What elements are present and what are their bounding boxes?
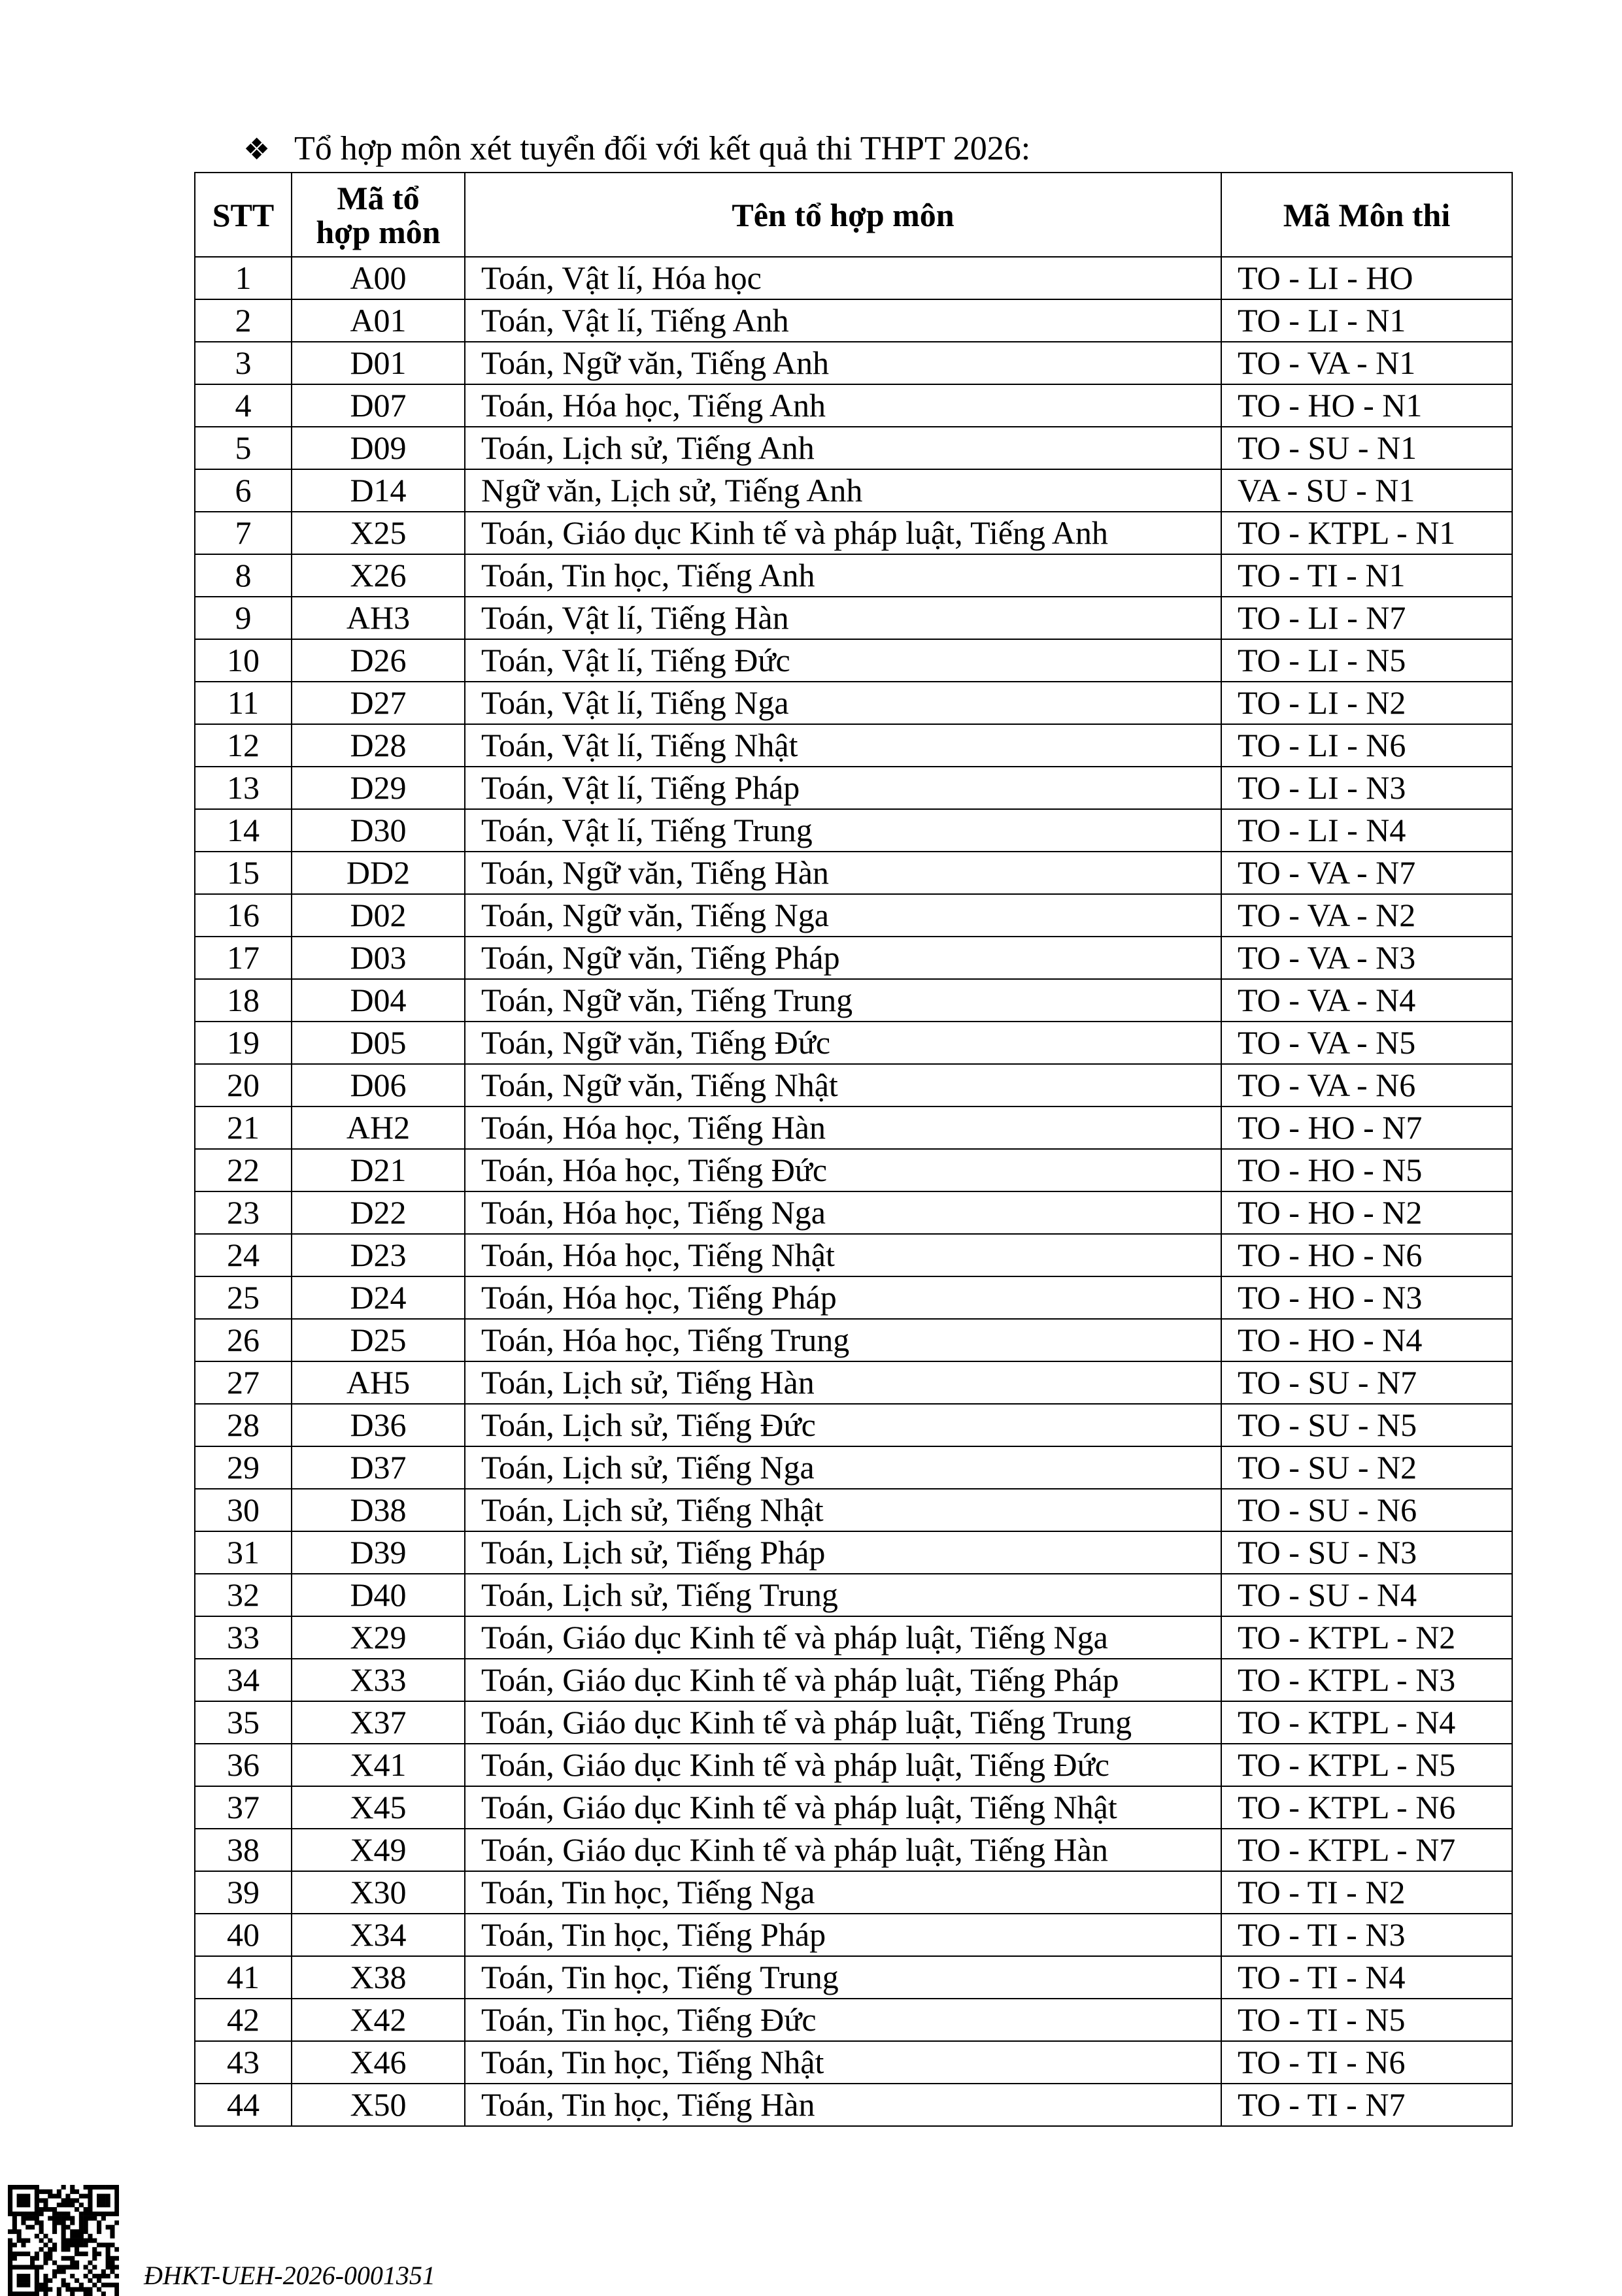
cell-exam-code: TO - TI - N7 xyxy=(1221,2084,1512,2126)
cell-combination-name: Toán, Tin học, Tiếng Pháp xyxy=(465,1914,1221,1956)
cell-stt: 34 xyxy=(195,1659,292,1701)
table-row xyxy=(195,1701,1512,1744)
cell-combination-name: Toán, Tin học, Tiếng Nhật xyxy=(465,2041,1221,2084)
cell-combination-name: Toán, Giáo dục Kinh tế và pháp luật, Tiếng Pháp xyxy=(465,1659,1221,1701)
cell-exam-code: TO - HO - N4 xyxy=(1221,1319,1512,1361)
cell-stt: 7 xyxy=(195,512,292,554)
header-exam-code: Mã Môn thi xyxy=(1221,173,1512,257)
table-row xyxy=(195,1276,1512,1319)
cell-combination-name: Toán, Lịch sử, Tiếng Pháp xyxy=(465,1531,1221,1574)
cell-stt: 9 xyxy=(195,597,292,639)
cell-stt: 31 xyxy=(195,1531,292,1574)
cell-stt: 41 xyxy=(195,1956,292,1999)
cell-combination-name: Toán, Lịch sử, Tiếng Nga xyxy=(465,1446,1221,1489)
table-row xyxy=(195,2084,1512,2126)
cell-stt: 12 xyxy=(195,724,292,767)
table-row xyxy=(195,1234,1512,1276)
table-row xyxy=(195,2041,1512,2084)
cell-combination-name: Toán, Giáo dục Kinh tế và pháp luật, Tiếng Anh xyxy=(465,512,1221,554)
cell-combination-code: X37 xyxy=(292,1701,465,1744)
cell-stt: 11 xyxy=(195,682,292,724)
cell-combination-code: X29 xyxy=(292,1616,465,1659)
cell-combination-name: Ngữ văn, Lịch sử, Tiếng Anh xyxy=(465,469,1221,512)
heading-text: Tổ hợp môn xét tuyển đối với kết quả thi THPT 2026: xyxy=(294,130,1031,167)
table-row xyxy=(195,1531,1512,1574)
cell-combination-name: Toán, Ngữ văn, Tiếng Trung xyxy=(465,979,1221,1022)
cell-stt: 35 xyxy=(195,1701,292,1744)
table-row xyxy=(195,1829,1512,1871)
cell-stt: 10 xyxy=(195,639,292,682)
cell-combination-code: A00 xyxy=(292,257,465,299)
cell-exam-code: TO - KTPL - N6 xyxy=(1221,1786,1512,1829)
cell-exam-code: TO - VA - N1 xyxy=(1221,342,1512,384)
cell-exam-code: TO - LI - HO xyxy=(1221,257,1512,299)
cell-exam-code: TO - HO - N2 xyxy=(1221,1191,1512,1234)
cell-combination-code: A01 xyxy=(292,299,465,342)
cell-combination-code: D23 xyxy=(292,1234,465,1276)
cell-combination-name: Toán, Vật lí, Tiếng Anh xyxy=(465,299,1221,342)
cell-exam-code: TO - LI - N7 xyxy=(1221,597,1512,639)
cell-combination-code: X49 xyxy=(292,1829,465,1871)
cell-stt: 21 xyxy=(195,1106,292,1149)
cell-combination-name: Toán, Hóa học, Tiếng Nhật xyxy=(465,1234,1221,1276)
cell-combination-name: Toán, Hóa học, Tiếng Pháp xyxy=(465,1276,1221,1319)
cell-stt: 22 xyxy=(195,1149,292,1191)
cell-stt: 4 xyxy=(195,384,292,427)
cell-combination-name: Toán, Hóa học, Tiếng Anh xyxy=(465,384,1221,427)
cell-combination-code: X33 xyxy=(292,1659,465,1701)
cell-combination-code: D22 xyxy=(292,1191,465,1234)
cell-combination-code: D27 xyxy=(292,682,465,724)
cell-exam-code: TO - HO - N7 xyxy=(1221,1106,1512,1149)
cell-exam-code: TO - TI - N4 xyxy=(1221,1956,1512,1999)
cell-stt: 15 xyxy=(195,852,292,894)
cell-stt: 6 xyxy=(195,469,292,512)
cell-exam-code: TO - TI - N6 xyxy=(1221,2041,1512,2084)
cell-exam-code: TO - KTPL - N4 xyxy=(1221,1701,1512,1744)
cell-combination-code: D14 xyxy=(292,469,465,512)
cell-exam-code: TO - VA - N5 xyxy=(1221,1022,1512,1064)
cell-combination-name: Toán, Hóa học, Tiếng Hàn xyxy=(465,1106,1221,1149)
cell-combination-code: X38 xyxy=(292,1956,465,1999)
table-row xyxy=(195,597,1512,639)
table-row xyxy=(195,767,1512,809)
header-code-line2: hợp môn xyxy=(316,213,441,250)
cell-exam-code: TO - VA - N7 xyxy=(1221,852,1512,894)
cell-stt: 37 xyxy=(195,1786,292,1829)
table-row xyxy=(195,639,1512,682)
cell-combination-name: Toán, Lịch sử, Tiếng Anh xyxy=(465,427,1221,469)
cell-combination-name: Toán, Tin học, Tiếng Nga xyxy=(465,1871,1221,1914)
cell-combination-name: Toán, Giáo dục Kinh tế và pháp luật, Tiếng Hàn xyxy=(465,1829,1221,1871)
cell-stt: 26 xyxy=(195,1319,292,1361)
table-row xyxy=(195,682,1512,724)
cell-combination-code: D07 xyxy=(292,384,465,427)
cell-combination-code: D29 xyxy=(292,767,465,809)
cell-combination-name: Toán, Ngữ văn, Tiếng Nga xyxy=(465,894,1221,937)
table-row xyxy=(195,1956,1512,1999)
cell-combination-code: D03 xyxy=(292,937,465,979)
cell-combination-name: Toán, Vật lí, Tiếng Trung xyxy=(465,809,1221,852)
header-stt: STT xyxy=(195,173,292,257)
cell-exam-code: TO - SU - N4 xyxy=(1221,1574,1512,1616)
cell-exam-code: TO - SU - N6 xyxy=(1221,1489,1512,1531)
table-row xyxy=(195,299,1512,342)
cell-exam-code: TO - SU - N7 xyxy=(1221,1361,1512,1404)
table-row xyxy=(195,554,1512,597)
cell-combination-name: Toán, Lịch sử, Tiếng Hàn xyxy=(465,1361,1221,1404)
cell-combination-code: D28 xyxy=(292,724,465,767)
cell-combination-name: Toán, Vật lí, Tiếng Hàn xyxy=(465,597,1221,639)
table-row xyxy=(195,1871,1512,1914)
cell-stt: 25 xyxy=(195,1276,292,1319)
cell-stt: 16 xyxy=(195,894,292,937)
cell-combination-name: Toán, Lịch sử, Tiếng Đức xyxy=(465,1404,1221,1446)
cell-stt: 43 xyxy=(195,2041,292,2084)
cell-combination-code: D05 xyxy=(292,1022,465,1064)
cell-exam-code: TO - KTPL - N5 xyxy=(1221,1744,1512,1786)
table-row xyxy=(195,1616,1512,1659)
cell-combination-name: Toán, Lịch sử, Tiếng Nhật xyxy=(465,1489,1221,1531)
table-row xyxy=(195,724,1512,767)
cell-combination-code: X41 xyxy=(292,1744,465,1786)
cell-combination-code: X50 xyxy=(292,2084,465,2126)
cell-combination-code: D06 xyxy=(292,1064,465,1106)
header-combination-name: Tên tổ hợp môn xyxy=(465,173,1221,257)
cell-exam-code: TO - TI - N5 xyxy=(1221,1999,1512,2041)
cell-combination-code: X34 xyxy=(292,1914,465,1956)
cell-stt: 44 xyxy=(195,2084,292,2126)
table-row xyxy=(195,1149,1512,1191)
table-header-row xyxy=(195,173,1512,257)
cell-exam-code: TO - HO - N5 xyxy=(1221,1149,1512,1191)
cell-combination-name: Toán, Vật lí, Tiếng Nhật xyxy=(465,724,1221,767)
cell-stt: 20 xyxy=(195,1064,292,1106)
cell-exam-code: TO - SU - N3 xyxy=(1221,1531,1512,1574)
cell-exam-code: TO - TI - N1 xyxy=(1221,554,1512,597)
cell-combination-name: Toán, Tin học, Tiếng Đức xyxy=(465,1999,1221,2041)
cell-exam-code: TO - SU - N5 xyxy=(1221,1404,1512,1446)
cell-exam-code: TO - LI - N5 xyxy=(1221,639,1512,682)
table-row xyxy=(195,1914,1512,1956)
table-body xyxy=(195,257,1512,2126)
cell-stt: 13 xyxy=(195,767,292,809)
table-row xyxy=(195,1064,1512,1106)
cell-exam-code: TO - HO - N3 xyxy=(1221,1276,1512,1319)
cell-combination-name: Toán, Vật lí, Tiếng Nga xyxy=(465,682,1221,724)
qr-code-icon xyxy=(8,2185,119,2296)
cell-exam-code: TO - VA - N3 xyxy=(1221,937,1512,979)
table-row xyxy=(195,512,1512,554)
cell-stt: 33 xyxy=(195,1616,292,1659)
cell-combination-code: X30 xyxy=(292,1871,465,1914)
cell-combination-code: AH3 xyxy=(292,597,465,639)
table-row xyxy=(195,257,1512,299)
cell-combination-code: D01 xyxy=(292,342,465,384)
table-row xyxy=(195,469,1512,512)
table-row xyxy=(195,894,1512,937)
cell-combination-code: X25 xyxy=(292,512,465,554)
table-row xyxy=(195,1022,1512,1064)
cell-combination-code: D37 xyxy=(292,1446,465,1489)
cell-stt: 8 xyxy=(195,554,292,597)
table-row xyxy=(195,1489,1512,1531)
table-row xyxy=(195,1106,1512,1149)
table-row xyxy=(195,1319,1512,1361)
cell-combination-code: X45 xyxy=(292,1786,465,1829)
cell-combination-name: Toán, Tin học, Tiếng Anh xyxy=(465,554,1221,597)
section-heading xyxy=(243,128,1030,171)
cell-combination-name: Toán, Hóa học, Tiếng Đức xyxy=(465,1149,1221,1191)
table-row xyxy=(195,937,1512,979)
cell-exam-code: TO - LI - N6 xyxy=(1221,724,1512,767)
cell-stt: 23 xyxy=(195,1191,292,1234)
cell-combination-name: Toán, Ngữ văn, Tiếng Hàn xyxy=(465,852,1221,894)
cell-exam-code: TO - KTPL - N3 xyxy=(1221,1659,1512,1701)
cell-combination-name: Toán, Giáo dục Kinh tế và pháp luật, Tiếng Nhật xyxy=(465,1786,1221,1829)
cell-stt: 24 xyxy=(195,1234,292,1276)
cell-combination-name: Toán, Giáo dục Kinh tế và pháp luật, Tiếng Đức xyxy=(465,1744,1221,1786)
cell-combination-name: Toán, Ngữ văn, Tiếng Đức xyxy=(465,1022,1221,1064)
document-id: ĐHKT-UEH-2026-0001351 xyxy=(144,2261,435,2290)
cell-combination-code: DD2 xyxy=(292,852,465,894)
cell-exam-code: TO - HO - N6 xyxy=(1221,1234,1512,1276)
cell-combination-name: Toán, Vật lí, Tiếng Pháp xyxy=(465,767,1221,809)
cell-combination-name: Toán, Hóa học, Tiếng Trung xyxy=(465,1319,1221,1361)
cell-combination-code: D36 xyxy=(292,1404,465,1446)
cell-stt: 1 xyxy=(195,257,292,299)
cell-combination-code: D30 xyxy=(292,809,465,852)
cell-exam-code: TO - TI - N2 xyxy=(1221,1871,1512,1914)
cell-exam-code: TO - LI - N1 xyxy=(1221,299,1512,342)
cell-combination-name: Toán, Vật lí, Hóa học xyxy=(465,257,1221,299)
cell-combination-code: D24 xyxy=(292,1276,465,1319)
table-row xyxy=(195,1574,1512,1616)
cell-combination-code: D26 xyxy=(292,639,465,682)
cell-stt: 27 xyxy=(195,1361,292,1404)
cell-exam-code: TO - KTPL - N7 xyxy=(1221,1829,1512,1871)
cell-combination-name: Toán, Ngữ văn, Tiếng Anh xyxy=(465,342,1221,384)
cell-stt: 30 xyxy=(195,1489,292,1531)
cell-combination-name: Toán, Tin học, Tiếng Hàn xyxy=(465,2084,1221,2126)
cell-combination-code: D04 xyxy=(292,979,465,1022)
cell-combination-code: X26 xyxy=(292,554,465,597)
cell-exam-code: VA - SU - N1 xyxy=(1221,469,1512,512)
cell-exam-code: TO - LI - N3 xyxy=(1221,767,1512,809)
cell-exam-code: TO - HO - N1 xyxy=(1221,384,1512,427)
cell-combination-name: Toán, Giáo dục Kinh tế và pháp luật, Tiếng Trung xyxy=(465,1701,1221,1744)
cell-combination-code: D38 xyxy=(292,1489,465,1531)
cell-combination-name: Toán, Giáo dục Kinh tế và pháp luật, Tiếng Nga xyxy=(465,1616,1221,1659)
cell-combination-code: AH2 xyxy=(292,1106,465,1149)
cell-combination-code: AH5 xyxy=(292,1361,465,1404)
subject-combination-table xyxy=(194,172,1513,2127)
cell-stt: 36 xyxy=(195,1744,292,1786)
cell-exam-code: TO - VA - N2 xyxy=(1221,894,1512,937)
table-row xyxy=(195,427,1512,469)
cell-stt: 2 xyxy=(195,299,292,342)
table-row xyxy=(195,384,1512,427)
cell-exam-code: TO - KTPL - N1 xyxy=(1221,512,1512,554)
cell-combination-name: Toán, Ngữ văn, Tiếng Pháp xyxy=(465,937,1221,979)
table-row xyxy=(195,809,1512,852)
cell-combination-code: D02 xyxy=(292,894,465,937)
cell-stt: 19 xyxy=(195,1022,292,1064)
cell-stt: 14 xyxy=(195,809,292,852)
table-row xyxy=(195,1191,1512,1234)
header-combination-code xyxy=(292,173,465,257)
table-row xyxy=(195,979,1512,1022)
cell-exam-code: TO - VA - N4 xyxy=(1221,979,1512,1022)
cell-stt: 5 xyxy=(195,427,292,469)
cell-combination-code: X42 xyxy=(292,1999,465,2041)
cell-combination-name: Toán, Tin học, Tiếng Trung xyxy=(465,1956,1221,1999)
diamond-bullet-icon: ❖ xyxy=(243,133,271,166)
cell-exam-code: TO - KTPL - N2 xyxy=(1221,1616,1512,1659)
cell-combination-code: D40 xyxy=(292,1574,465,1616)
table-row xyxy=(195,852,1512,894)
cell-exam-code: TO - LI - N4 xyxy=(1221,809,1512,852)
cell-exam-code: TO - SU - N2 xyxy=(1221,1446,1512,1489)
cell-combination-code: D25 xyxy=(292,1319,465,1361)
cell-exam-code: TO - LI - N2 xyxy=(1221,682,1512,724)
header-code-line1: Mã tổ xyxy=(337,179,420,216)
table-row xyxy=(195,1361,1512,1404)
cell-stt: 28 xyxy=(195,1404,292,1446)
table-row xyxy=(195,1999,1512,2041)
cell-combination-code: D09 xyxy=(292,427,465,469)
cell-combination-name: Toán, Lịch sử, Tiếng Trung xyxy=(465,1574,1221,1616)
table-row xyxy=(195,1404,1512,1446)
cell-stt: 42 xyxy=(195,1999,292,2041)
table-row xyxy=(195,1446,1512,1489)
cell-stt: 17 xyxy=(195,937,292,979)
cell-stt: 39 xyxy=(195,1871,292,1914)
cell-combination-code: X46 xyxy=(292,2041,465,2084)
cell-exam-code: TO - VA - N6 xyxy=(1221,1064,1512,1106)
cell-stt: 32 xyxy=(195,1574,292,1616)
cell-combination-code: D39 xyxy=(292,1531,465,1574)
table-row xyxy=(195,1744,1512,1786)
cell-stt: 29 xyxy=(195,1446,292,1489)
cell-stt: 3 xyxy=(195,342,292,384)
table-row xyxy=(195,1659,1512,1701)
cell-combination-name: Toán, Hóa học, Tiếng Nga xyxy=(465,1191,1221,1234)
cell-exam-code: TO - TI - N3 xyxy=(1221,1914,1512,1956)
cell-stt: 18 xyxy=(195,979,292,1022)
cell-stt: 38 xyxy=(195,1829,292,1871)
cell-combination-code: D21 xyxy=(292,1149,465,1191)
table-row xyxy=(195,342,1512,384)
cell-stt: 40 xyxy=(195,1914,292,1956)
cell-combination-name: Toán, Ngữ văn, Tiếng Nhật xyxy=(465,1064,1221,1106)
table-row xyxy=(195,1786,1512,1829)
cell-exam-code: TO - SU - N1 xyxy=(1221,427,1512,469)
cell-combination-name: Toán, Vật lí, Tiếng Đức xyxy=(465,639,1221,682)
